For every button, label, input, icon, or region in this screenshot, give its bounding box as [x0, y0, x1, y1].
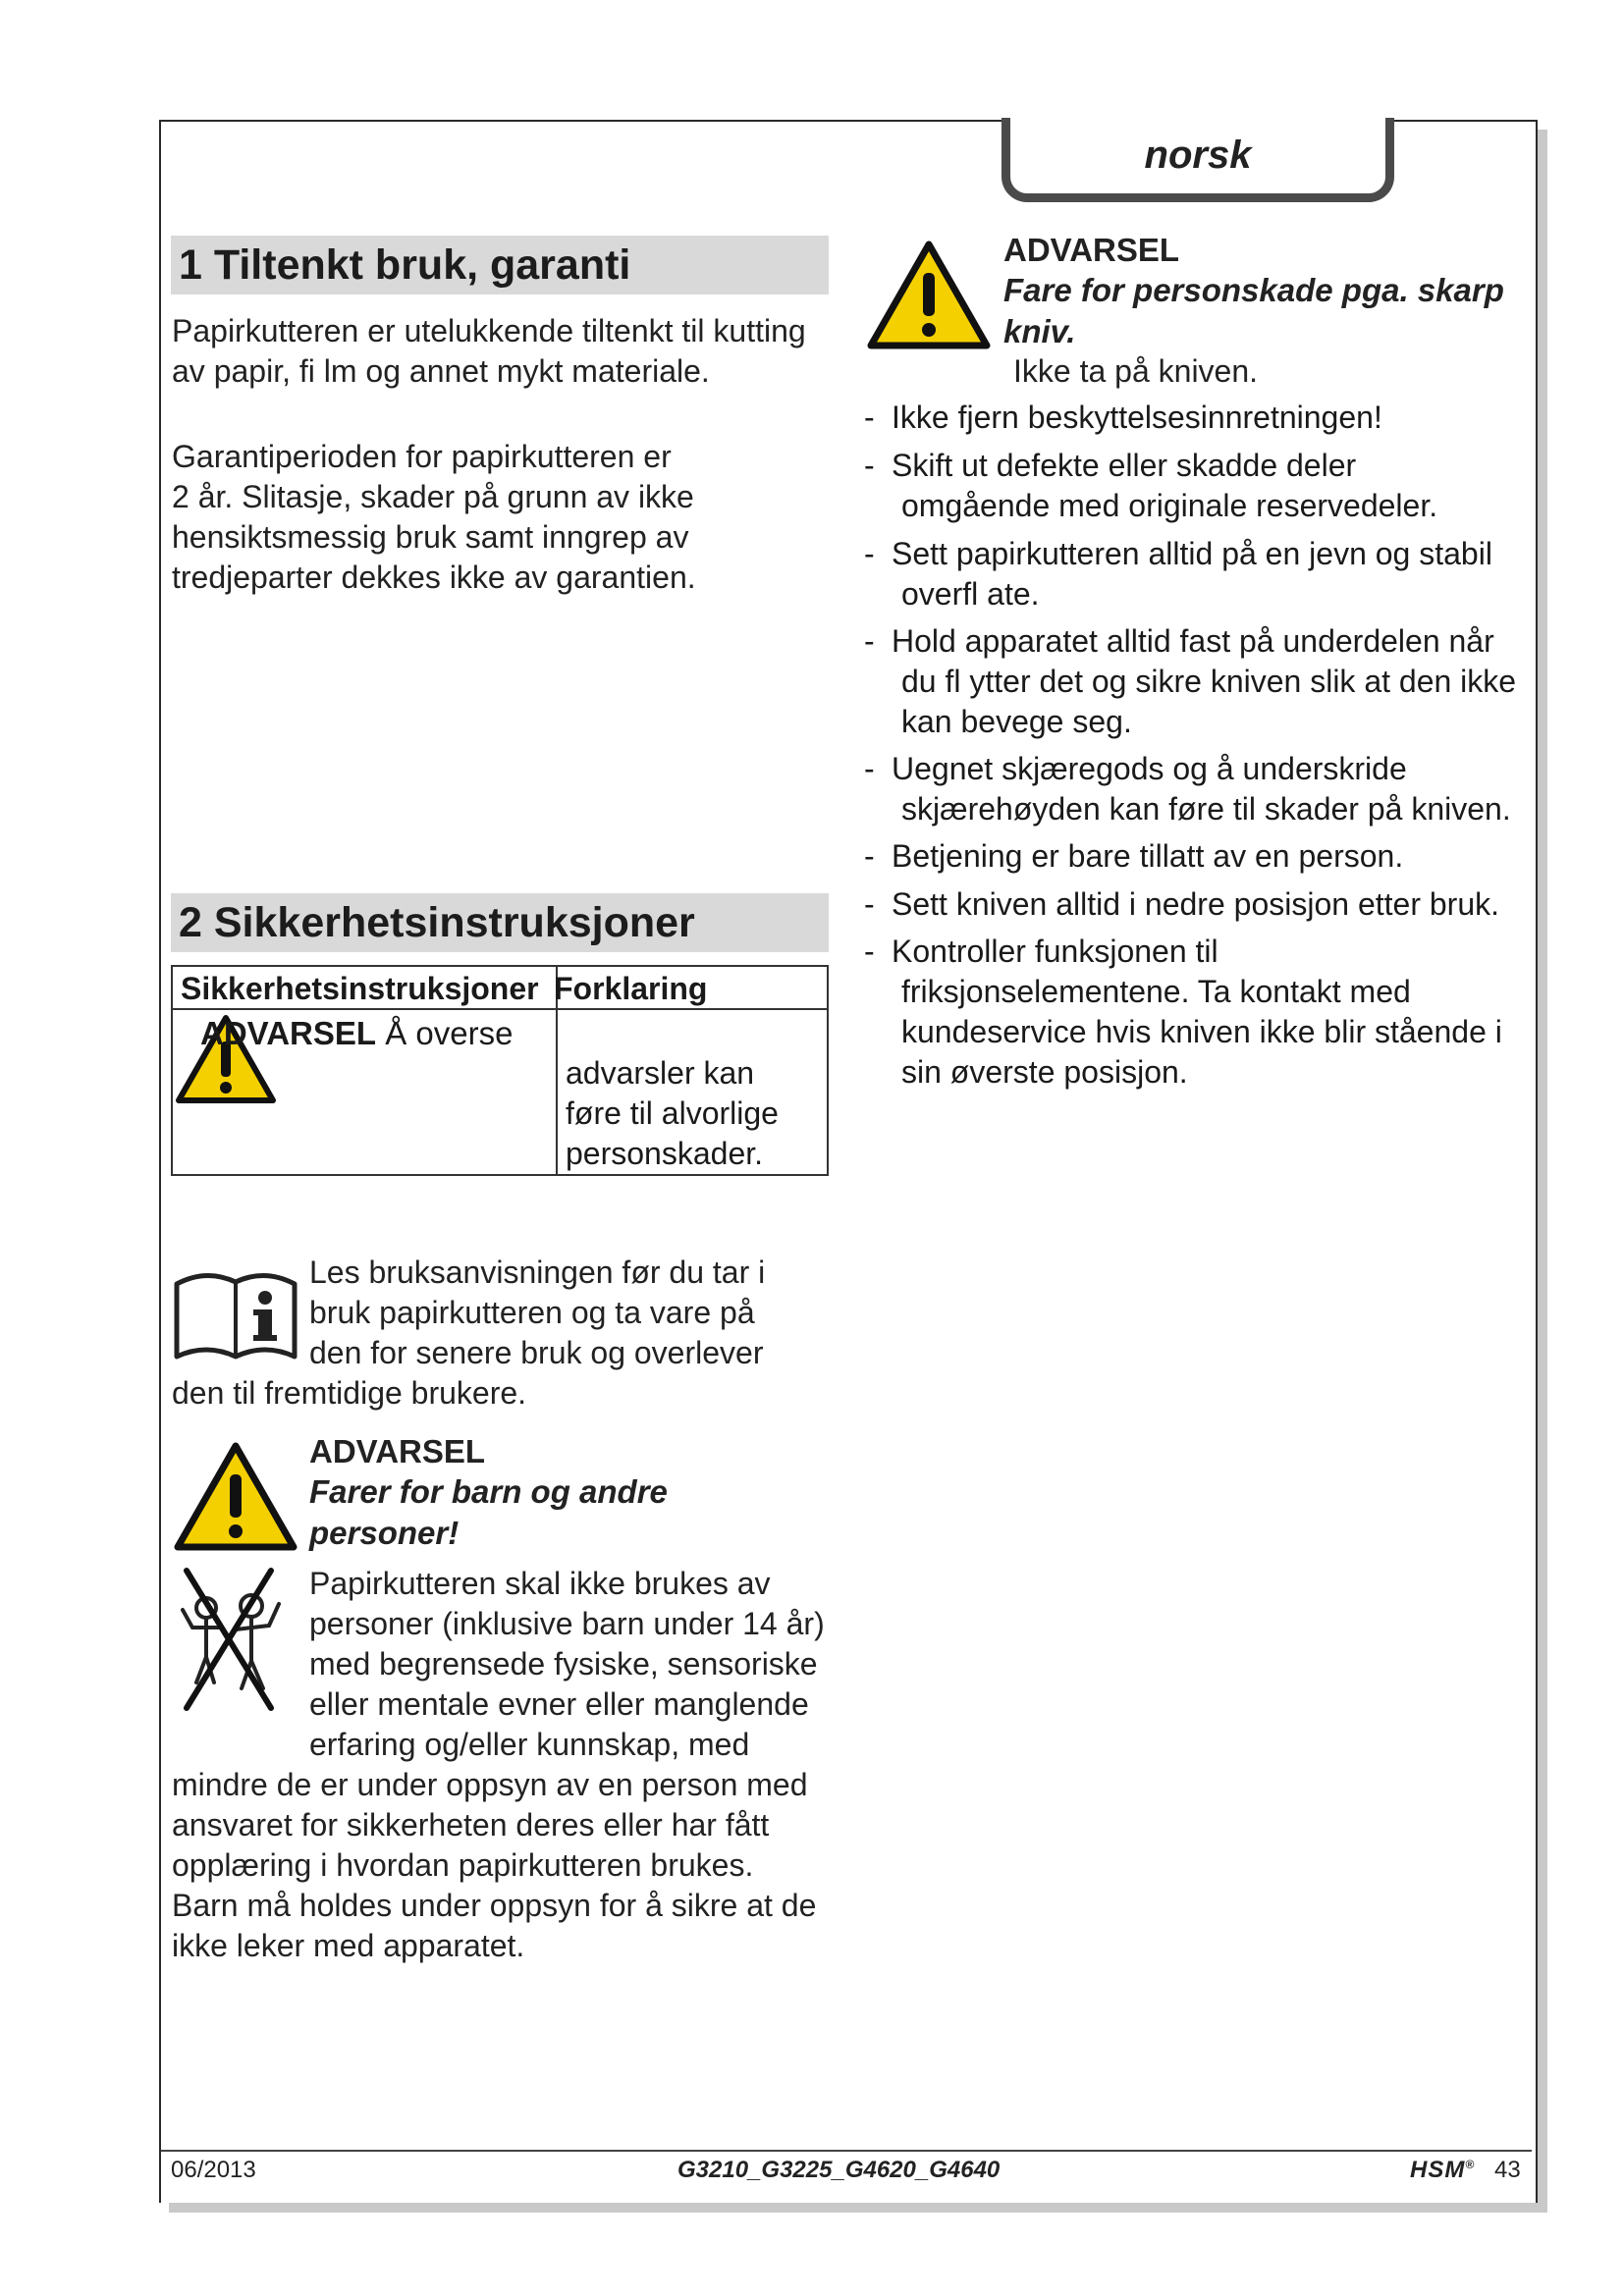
table-warning-text: ADVARSEL Å overse — [200, 1015, 514, 1051]
section-2-heading: 2 Sikkerhetsinstruksjoner — [171, 893, 829, 952]
read-manual-icon — [173, 1264, 298, 1362]
children-warning-text: Papirkutteren skal ikke brukes av personer (inklusive barn under 14 år) med begrensede fysiske, sensoriske eller mentale evner eller manglende erfaring og/eller kunnskap, med — [309, 1566, 825, 1762]
footer-date: 06/2013 — [171, 2157, 256, 2183]
safety-table — [171, 965, 829, 1176]
no-children-icon — [173, 1567, 287, 1712]
footer-brand: HSM® — [1410, 2157, 1476, 2183]
children-warning-title: ADVARSEL — [309, 1433, 486, 1469]
knife-warning-text: Ikke ta på kniven. — [1013, 353, 1259, 389]
table-explanation: advarsler kan føre til alvorlige personskader. — [566, 1055, 779, 1171]
warning-triangle-icon — [866, 240, 992, 351]
warning-triangle-icon — [173, 1441, 298, 1553]
knife-warning-subtitle: Fare for personskade pga. skarp kniv. — [1003, 272, 1504, 349]
table-header-explanation: Forklaring — [554, 971, 708, 1006]
footer-models: G3210_G3225_G4620_G4640 — [677, 2157, 1001, 2183]
manual-note-text: Les bruksanvisningen før du tar i bruk papirkutteren og ta vare på den for senere bruk og overlever — [309, 1255, 766, 1370]
children-warning-text-cont: mindre de er under oppsyn av en person med ansvaret for sikkerheten deres eller har fått opplæring i hvordan papirkutteren brukes. Barn må holdes under oppsyn for å sikre at de ikke leker med apparatet. — [172, 1767, 817, 1963]
section-1-heading: 1 Tiltenkt bruk, garanti — [171, 236, 829, 294]
language-tab — [1001, 118, 1394, 202]
knife-warning-title: ADVARSEL — [1003, 232, 1180, 268]
footer-divider — [161, 2150, 1532, 2152]
language-label: norsk — [1144, 133, 1252, 177]
footer-page-number: 43 — [1494, 2157, 1521, 2183]
warranty-text: Garantiperioden for papirkutteren er 2 år. Slitasje, skader på grunn av ikke hensiktsmessig bruk samt inngrep av tredjeparter dekkes ikke av garantien. — [172, 439, 696, 595]
intended-use-text: Papirkutteren er utelukkende tiltenkt til kutting av papir, fi lm og annet mykt materiale. — [172, 313, 806, 389]
manual-note-text-end: den til fremtidige brukere. — [172, 1375, 527, 1411]
table-header-instructions: Sikkerhetsinstruksjoner — [181, 971, 539, 1006]
children-warning-subtitle: Farer for barn og andre personer! — [309, 1473, 668, 1551]
